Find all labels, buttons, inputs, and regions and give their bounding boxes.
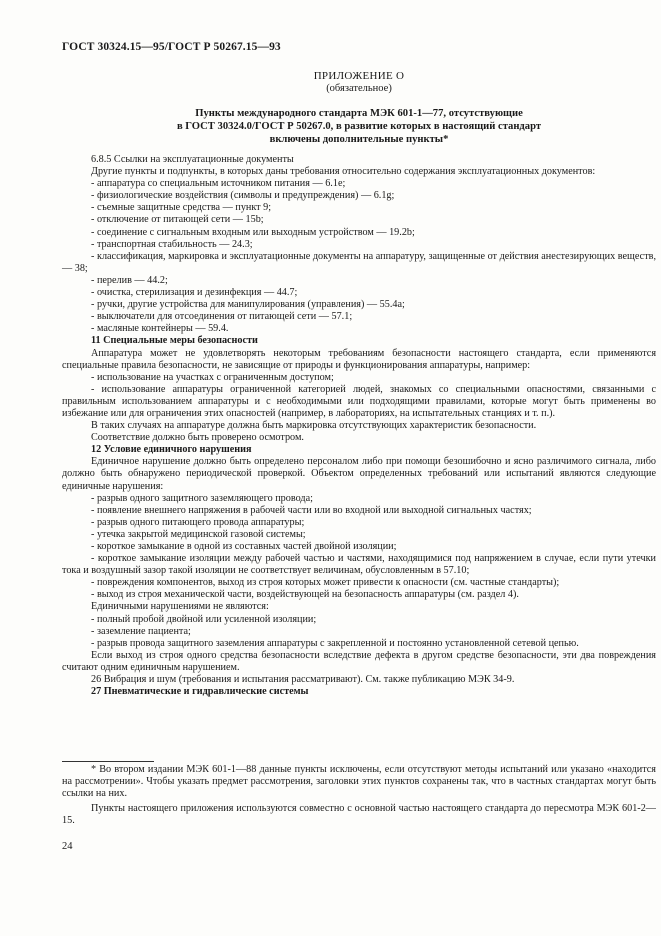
- body-paragraph: - заземление пациента;: [91, 625, 191, 637]
- body-paragraph: Единичное нарушение должно быть определено персоналом либо при помощи безошибочно и ясно различимого сигнала, либо должно быть обнаружено периодической проверкой. Объектом определенных требований или испытаний являются следующие единичные нарушения:: [62, 456, 656, 492]
- body-paragraph: 6.8.5 Ссылки на эксплуатационные документы: [91, 154, 294, 165]
- footnote-text: * Во втором издании МЭК 601-1—88 данные пункты исключены, если отсутствуют методы испытаний или указано «находится на рассмотрении». Чтобы указать предмет рассмотрения, заголовки этих пунктов сохранены так, что в частных стандартах могут быть ссылки на них.: [62, 764, 656, 800]
- section-heading: [62, 335, 656, 347]
- footnote-divider: [62, 761, 154, 762]
- body-paragraph: - выход из строя механической части, воздействующей на безопасность аппаратуры (см. раздел 4).: [91, 589, 519, 601]
- body-paragraph: - короткое замыкание изоляции между рабочей частью и частями, находящимися под напряжением в случае, если пути утечки тока и воздушный зазор такой изоляции не соответствует величинам, обусловленным в 57.10;: [62, 553, 656, 577]
- body-paragraph: - физиологические воздействия (символы и предупреждения) — 6.1g;: [91, 190, 395, 202]
- body-paragraph: - аппаратура со специальным источником питания — 6.1e;: [91, 178, 346, 190]
- body-paragraph: - транспортная стабильность — 24.3;: [91, 238, 253, 250]
- section-title: Условие единичного нарушения: [103, 444, 252, 456]
- body-paragraph: - полный пробой двойной или усиленной изоляции;: [91, 613, 317, 625]
- body-paragraph: - использование аппаратуры ограниченной категорией людей, знакомых со специальными опасностями, связанными с правильным использованием аппаратуры и с необходимыми или подходящими правилами, которые могут быть применены во избежание или для ограничения этих опасностей (например, в лабораториях, на испытательных станциях и т. п.).: [62, 383, 656, 419]
- body-paragraph: - перелив — 44.2;: [91, 274, 168, 286]
- body-paragraph: - съемные защитные средства — пункт 9;: [91, 202, 272, 214]
- body-paragraph: - очистка, стерилизация и дезинфекция — 44.7;: [91, 287, 298, 299]
- body-paragraph: - отключение от питающей сети — 15b;: [91, 214, 264, 226]
- body-paragraph: Если выход из строя одного средства безопасности вследствие дефекта в другом средстве безопасности, эти два повреждения считают одним единичным нарушением.: [62, 649, 656, 673]
- body-paragraph: 26 Вибрация и шум (требования и испытания рассматривают). См. также публикацию МЭК 34-9.: [91, 674, 515, 686]
- body-paragraph: В таких случаях на аппаратуре должна быть маркировка отсутствующих характеристик безопасности.: [91, 420, 537, 432]
- section-title: Пневматические и гидравлические системы: [103, 686, 309, 698]
- body-paragraph: Соответствие должно быть проверено осмотром.: [91, 432, 304, 444]
- section-number: 12: [91, 444, 102, 456]
- section-number: 27: [91, 686, 102, 698]
- running-header: ГОСТ 30324.15—95/ГОСТ Р 50267.15—93: [62, 41, 281, 53]
- section-number: 11: [91, 335, 101, 347]
- document-body: [62, 154, 656, 698]
- appendix-heading-line: Пункты международного стандарта МЭК 601-1—77, отсутствующие: [195, 108, 523, 119]
- body-paragraph: Единичными нарушениями не являются:: [91, 601, 269, 613]
- footnote-text: Пункты настоящего приложения используются совместно с основной частью настоящего стандарта до пересмотра МЭК 601-2—15.: [62, 803, 656, 827]
- appendix-heading: [62, 108, 656, 146]
- body-paragraph: - разрыв одного питающего провода аппаратуры;: [91, 516, 305, 528]
- body-paragraph: - ручки, другие устройства для манипулирования (управления) — 55.4a;: [91, 299, 405, 311]
- page-number: 24: [62, 841, 73, 852]
- section-title: Специальные меры безопасности: [103, 335, 258, 347]
- body-paragraph: - повреждения компонентов, выход из строя которых может привести к опасности (см. частные стандарты);: [91, 577, 560, 589]
- body-paragraph: - разрыв одного защитного заземляющего провода;: [91, 492, 313, 504]
- body-paragraph: - выключатели для отсоединения от питающей сети — 57.1;: [91, 311, 353, 323]
- body-paragraph: Другие пункты и подпункты, в которых даны требования относительно содержания эксплуатационных документов:: [91, 166, 596, 178]
- body-paragraph: - масляные контейнеры — 59.4.: [91, 323, 229, 335]
- appendix-title: ПРИЛОЖЕНИЕ О: [313, 70, 405, 82]
- body-paragraph: - утечка закрытой медицинской газовой системы;: [91, 528, 306, 540]
- body-paragraph: - появление внешнего напряжения в рабочей части или во входной или выходной сигнальных частях;: [91, 504, 532, 516]
- body-paragraph: - классификация, маркировка и эксплуатационные документы на аппаратуру, защищенные от действия анестезирующих веществ, — 38;: [62, 250, 656, 274]
- body-paragraph: Аппаратура может не удовлетворять некоторым требованиям безопасности настоящего стандарта, если применяются специальные правила безопасности, не зависящие от природы и функционирования аппаратуры, например:: [62, 347, 656, 371]
- appendix-heading-line: в ГОСТ 30324.0/ГОСТ Р 50267.0, в развитие которых в настоящий стандарт: [176, 120, 542, 132]
- appendix-status: (обязательное): [326, 83, 392, 94]
- appendix-heading-line: включены дополнительные пункты*: [269, 133, 449, 145]
- footnotes: [62, 764, 656, 830]
- body-paragraph: - разрыв провода защитного заземления аппаратуры с закрепленной и постоянно установленной сетевой цепью.: [91, 637, 579, 649]
- body-paragraph: - использование на участках с ограниченным доступом;: [91, 371, 334, 383]
- body-paragraph: - соединение с сигнальным входным или выходным устройством — 19.2b;: [91, 226, 415, 238]
- section-heading: [62, 686, 656, 698]
- section-heading: [62, 444, 656, 456]
- body-paragraph: - короткое замыкание в одной из составных частей двойной изоляции;: [91, 541, 397, 552]
